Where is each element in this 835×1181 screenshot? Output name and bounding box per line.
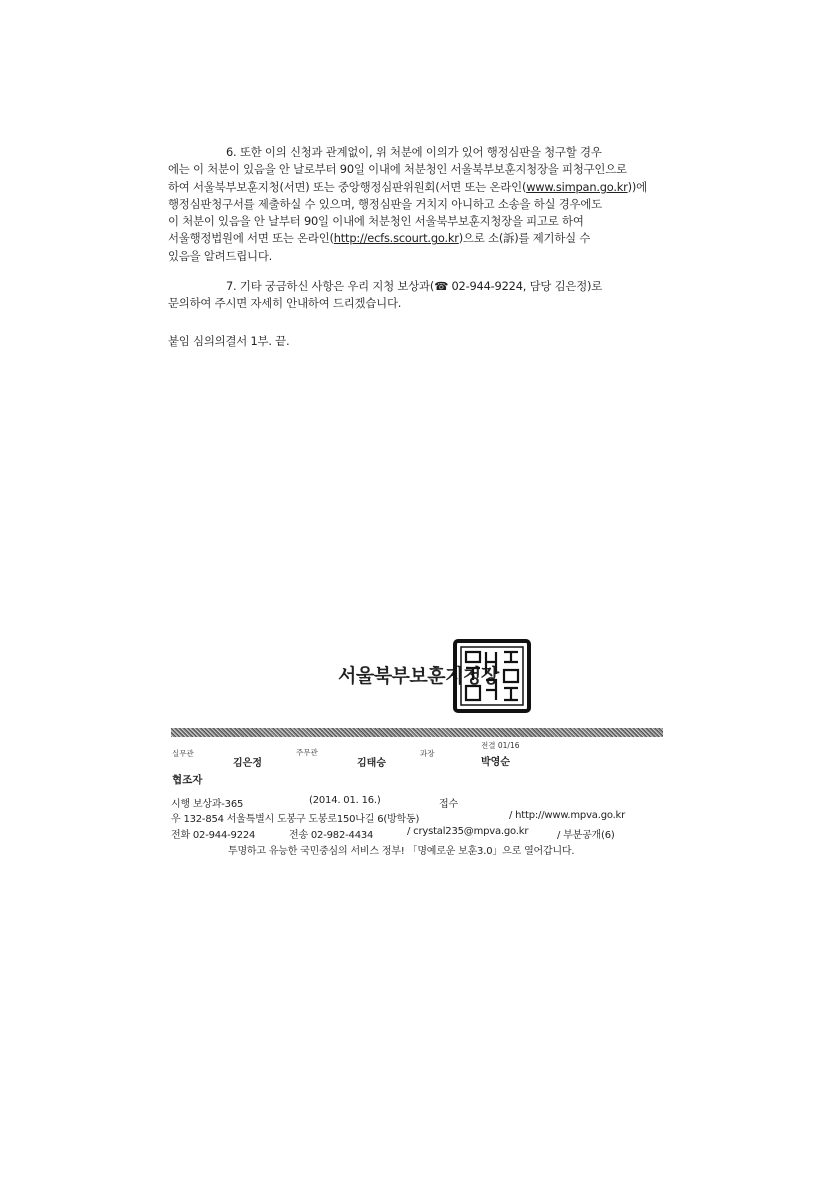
paragraph-7-line: 7. 기타 궁금하신 사항은 우리 지청 보상과(☎ 02-944-9224, 담당 김은정)로 <box>226 279 603 293</box>
footer-enforce-row <box>171 795 651 809</box>
ecfs-link[interactable]: http://ecfs.scourt.go.kr <box>333 231 459 246</box>
header-divider-band <box>171 728 663 737</box>
approval-name-clerk: 김은정 <box>233 758 262 769</box>
footer-address-row <box>171 810 641 824</box>
official-seal-icon <box>452 638 532 714</box>
paragraph-6 <box>168 144 668 265</box>
fax-number: 전송 02-982-4434 <box>289 830 374 841</box>
approval-role-director: 과장 <box>420 749 435 758</box>
approval-role-officer: 주무관 <box>296 748 318 757</box>
disclosure-status: / 부분공개(6) <box>557 830 615 841</box>
paragraph-6-line: 있음을 알려드립니다. <box>168 248 273 263</box>
approval-name-director: 박영순 <box>481 757 510 768</box>
enforce-date: (2014. 01. 16.) <box>309 795 381 806</box>
phone-number: 전화 02-944-9224 <box>171 830 256 841</box>
footer-slogan: 투명하고 유능한 국민중심의 서비스 정부! 「명예로운 보훈3.0」으로 열어갑니다. <box>228 846 575 857</box>
paragraph-6-line: 6. 또한 이의 신청과 관계없이, 위 처분에 이의가 있어 행정심판을 청구할 경우 <box>226 145 602 159</box>
paragraph-6-line: 행정심판청구서를 제출하실 수 있으며, 행정심판을 거치지 아니하고 소송을 하실 경우에도 <box>168 196 602 211</box>
postal-address: 우 132-854 서울특별시 도봉구 도봉로150나길 6(방학동) <box>171 814 420 825</box>
text: ))에 <box>627 179 647 194</box>
receipt-label: 접수 <box>439 799 458 810</box>
paragraph-6-line <box>168 230 668 247</box>
text: )으로 소(訴)를 제기하실 수 <box>458 231 591 246</box>
approval-final-label: 전결 01/16 <box>481 741 520 750</box>
paragraph-6-line: 이 처분이 있음을 안 날부터 90일 이내에 처분청인 서울북부보훈지청장을 피고로 하여 <box>168 214 584 229</box>
email-address[interactable]: / crystal235@mpva.go.kr <box>407 826 529 837</box>
approval-role-clerk: 실무관 <box>172 749 194 758</box>
cooperator-label: 협조자 <box>172 774 203 786</box>
website-link[interactable]: / http://www.mpva.go.kr <box>509 810 626 821</box>
paragraph-6-line: 에는 이 처분이 있음을 안 날로부터 90일 이내에 처분청인 서울북부보훈지청장을 피청구인으로 <box>168 162 627 177</box>
attachment-note: 붙임 심의의결서 1부. 끝. <box>168 334 290 348</box>
paragraph-6-line <box>168 179 668 196</box>
enforce-number: 시행 보상과-365 <box>171 799 244 810</box>
paragraph-7-line: 문의하여 주시면 자세히 안내하여 드리겠습니다. <box>168 296 402 311</box>
text: 서울행정법원에 서면 또는 온라인( <box>168 231 334 246</box>
footer-contact-row <box>171 826 641 840</box>
sender-title: 서울북부보훈지청장 <box>338 665 499 687</box>
paragraph-7 <box>168 278 668 313</box>
simpan-link[interactable]: www.simpan.go.kr <box>526 179 628 194</box>
approval-name-officer: 김태승 <box>357 758 386 769</box>
text: 하여 서울북부보훈지청(서면) 또는 중앙행정심판위원회(서면 또는 온라인( <box>168 179 527 194</box>
